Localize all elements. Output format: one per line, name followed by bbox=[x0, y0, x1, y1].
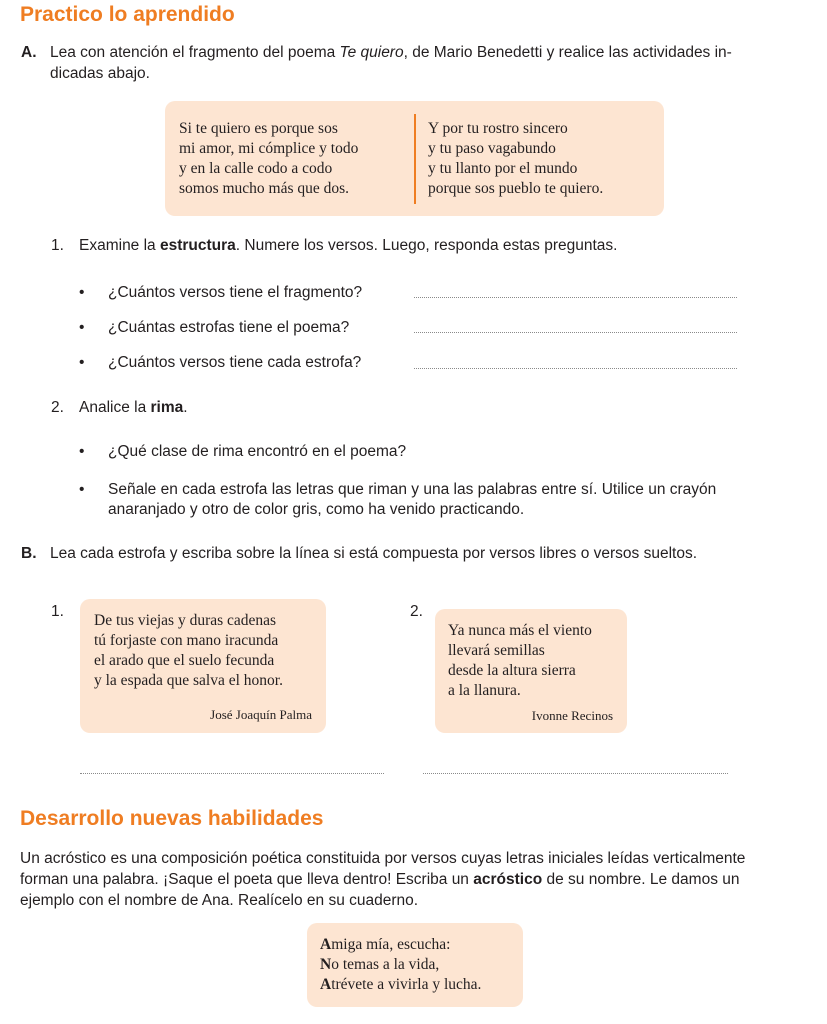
q1-keyword: estructura bbox=[159, 237, 236, 254]
q1-bullet-2: • ¿Cuántas estrofas tiene el poema? bbox=[108, 318, 349, 338]
stanza-1-number: 1. bbox=[51, 603, 64, 620]
stanza-1-author: José Joaquín Palma bbox=[210, 707, 312, 722]
poem-verse: Si te quiero es porque sos bbox=[179, 120, 338, 137]
stanza-2-answer-line[interactable] bbox=[423, 773, 728, 774]
verse: desde la altura sierra bbox=[448, 662, 576, 679]
stanza-1-verses bbox=[94, 611, 283, 691]
poem-verse: somos mucho más que dos. bbox=[179, 180, 350, 197]
activity-b-label: B. bbox=[21, 545, 37, 562]
activity-a-text-before: Lea con atención el fragmento del poema bbox=[50, 44, 340, 61]
activity-a-instructions bbox=[50, 43, 732, 63]
stanza-divider bbox=[414, 114, 416, 204]
section2-line3: ejemplo con el nombre de Ana. Realícelo en su cuaderno. bbox=[20, 892, 419, 909]
acrostic-line bbox=[320, 955, 481, 975]
q1-bullet-3: • ¿Cuántos versos tiene cada estrofa? bbox=[108, 353, 361, 373]
q2-text-before: Analice la bbox=[79, 399, 151, 416]
activity-a-label: A. bbox=[21, 44, 37, 61]
stanza-2-box bbox=[435, 609, 627, 733]
section-title-desarrollo: Desarrollo nuevas habilidades bbox=[20, 807, 324, 830]
acrostic-verses bbox=[320, 935, 481, 995]
poem-verse: y tu llanto por el mundo bbox=[428, 160, 578, 177]
poem-verse: mi amor, mi cómplice y todo bbox=[179, 140, 359, 157]
stanza-2-verses bbox=[448, 621, 592, 701]
acrostic-rest: trévete a vivirla y lucha. bbox=[331, 976, 482, 993]
q1-text-after: . Numere los versos. Luego, responda estas preguntas. bbox=[235, 237, 618, 254]
q2-text bbox=[79, 398, 188, 418]
activity-a-text-after: , de Mario Benedetti y realice las actividades in- bbox=[403, 44, 732, 61]
verse: a la llanura. bbox=[448, 682, 521, 699]
poem-title: Te quiero bbox=[339, 44, 404, 61]
poem-stanza-2 bbox=[428, 119, 603, 199]
poem-verse: y en la calle codo a codo bbox=[179, 160, 333, 177]
answer-line[interactable] bbox=[414, 297, 737, 298]
q2-bullet-2: • Señale en cada estrofa las letras que riman y una las palabras entre sí. Utilice un crayón bbox=[108, 480, 716, 500]
acrostic-initial: N bbox=[320, 956, 332, 973]
poem-box bbox=[165, 101, 664, 216]
stanza-1-box bbox=[80, 599, 326, 733]
acrostic-initial: A bbox=[320, 976, 332, 993]
verse: De tus viejas y duras cadenas bbox=[94, 612, 277, 629]
verse: tú forjaste con mano iracunda bbox=[94, 632, 279, 649]
poem-verse: Y por tu rostro sincero bbox=[428, 120, 568, 137]
verse: Ya nunca más el viento bbox=[448, 622, 592, 639]
q2-text-after: . bbox=[183, 399, 188, 416]
acrostic-rest: o temas a la vida, bbox=[331, 956, 440, 973]
answer-line[interactable] bbox=[414, 368, 737, 369]
poem-verse: y tu paso vagabundo bbox=[428, 140, 556, 157]
q2-number: 2. bbox=[51, 399, 64, 416]
poem-stanza-1 bbox=[179, 119, 358, 199]
verse: y la espada que salva el honor. bbox=[94, 672, 283, 689]
q1-number: 1. bbox=[51, 237, 64, 254]
activity-b-text: Lea cada estrofa y escriba sobre la línea si está compuesta por versos libres o versos sueltos. bbox=[50, 545, 698, 562]
q2-bullet-2-line2: anaranjado y otro de color gris, como ha venido practicando. bbox=[108, 501, 525, 518]
q1-text-before: Examine la bbox=[79, 237, 160, 254]
stanza-2-number: 2. bbox=[410, 603, 423, 620]
acrostic-rest: miga mía, escucha: bbox=[331, 936, 451, 953]
acrostic-line bbox=[320, 935, 481, 955]
q1-bullet-1: • ¿Cuántos versos tiene el fragmento? bbox=[108, 283, 362, 303]
stanza-1-answer-line[interactable] bbox=[80, 773, 384, 774]
stanza-2-author: Ivonne Recinos bbox=[531, 708, 613, 723]
acrostic-keyword: acróstico bbox=[473, 871, 543, 888]
answer-line[interactable] bbox=[414, 332, 737, 333]
section2-line1: Un acróstico es una composición poética constituida por versos cuyas letras iniciales leídas verticalmente bbox=[20, 850, 746, 867]
acrostic-initial: A bbox=[320, 936, 332, 953]
section2-line2-after: de su nombre. Le damos un bbox=[542, 871, 740, 888]
acrostic-line bbox=[320, 975, 481, 995]
q2-bullet-1: • ¿Qué clase de rima encontró en el poema? bbox=[108, 442, 406, 462]
verse: llevará semillas bbox=[448, 642, 545, 659]
verse: el arado que el suelo fecunda bbox=[94, 652, 275, 669]
q1-text bbox=[79, 236, 617, 256]
section2-line2 bbox=[20, 870, 740, 890]
activity-a-text-line2: dicadas abajo. bbox=[50, 65, 150, 82]
q2-keyword: rima bbox=[150, 399, 184, 416]
section2-line2-before: forman una palabra. ¡Saque el poeta que lleva dentro! Escriba un bbox=[20, 871, 474, 888]
section-title-practico: Practico lo aprendido bbox=[20, 3, 235, 26]
acrostic-box bbox=[307, 923, 523, 1007]
poem-verse: porque sos pueblo te quiero. bbox=[428, 180, 604, 197]
